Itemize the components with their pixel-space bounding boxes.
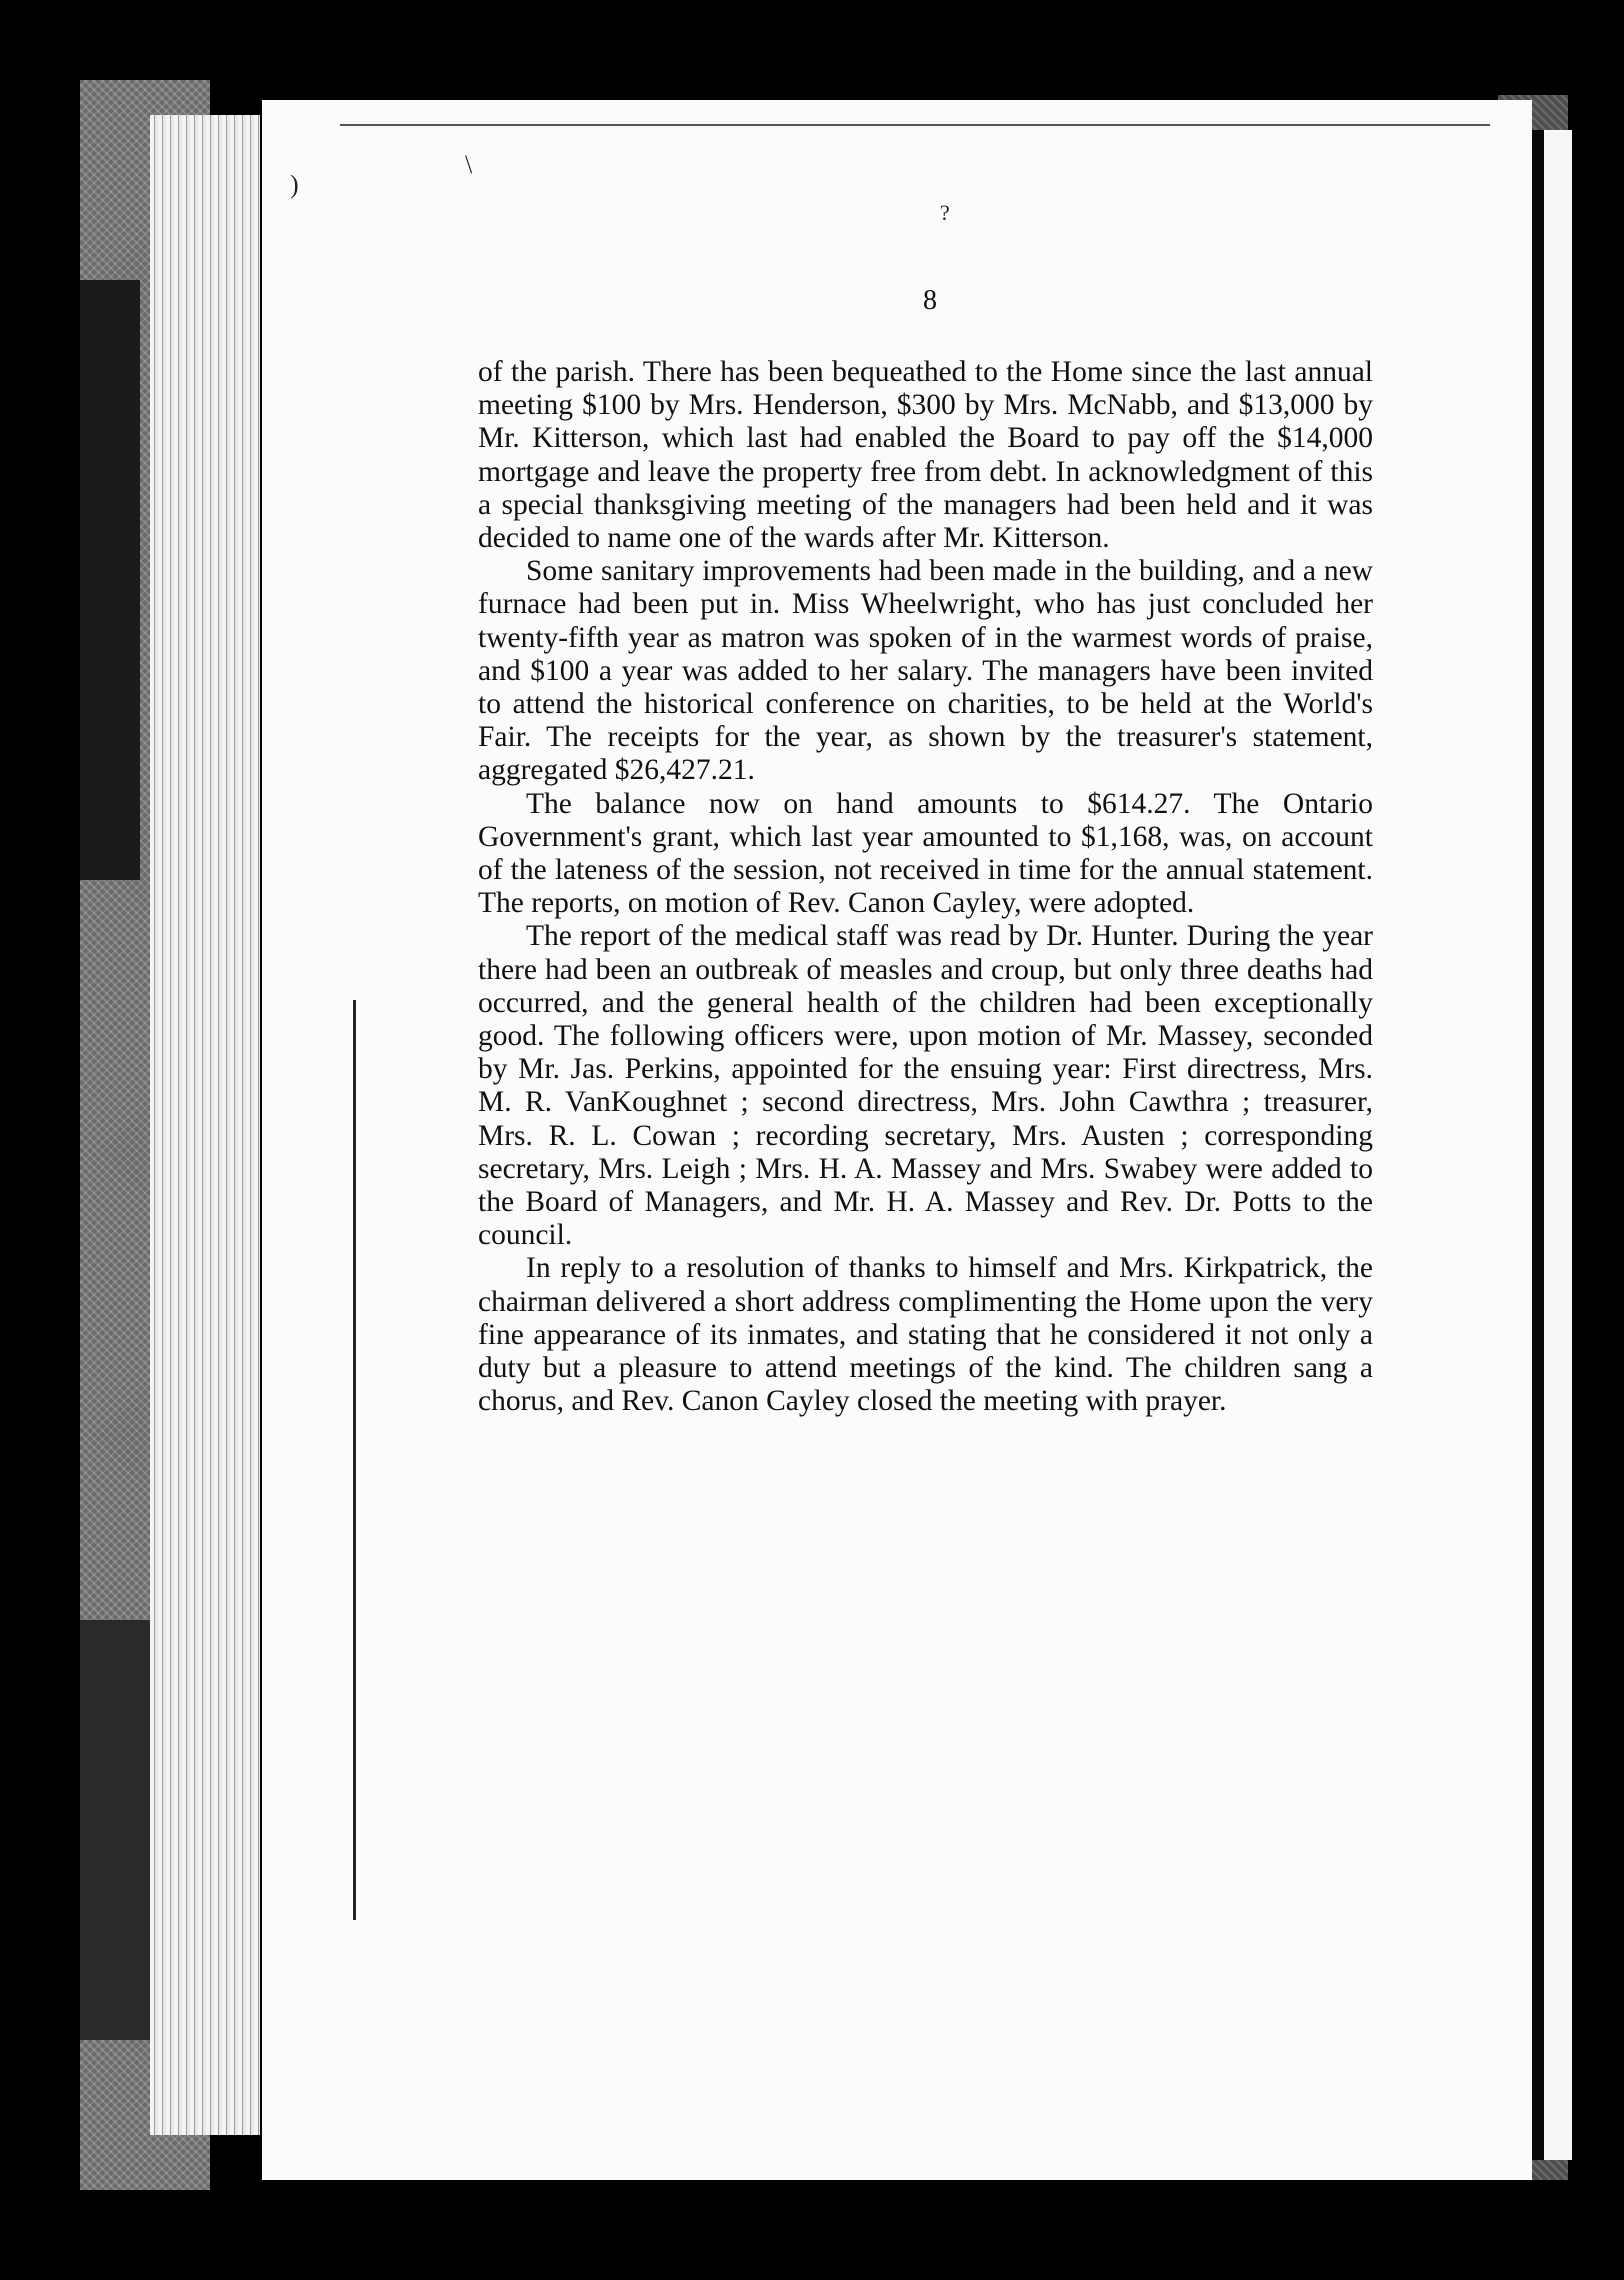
paragraph: The balance now on hand amounts to $614.27. The Ontario Government's grant, which last year amounted to $1,168, was, on account of the lateness of the session, not received in time for the annual statement. The reports, on motion of Rev. Canon Cayley, were adopted. bbox=[478, 787, 1373, 920]
page-number: 8 bbox=[923, 285, 937, 316]
page-top-edge bbox=[340, 124, 1490, 126]
page-margin-line bbox=[353, 1000, 356, 1920]
facing-page-edge bbox=[1544, 130, 1572, 2160]
body-text bbox=[478, 356, 1373, 1419]
page-edges bbox=[150, 115, 260, 2135]
scan-speck: \ bbox=[465, 150, 473, 179]
paragraph: of the parish. There has been bequeathed to the Home since the last annual meeting $100 by Mrs. Henderson, $300 by Mrs. McNabb, and $13,000 by Mr. Kitterson, which last had enabled the Board to pay off the $14,000 mortgage and leave the property free from debt. In acknowledgment of this a special thanksgiving meeting of the managers had been held and it was decided to name one of the wards after Mr. Kitterson. bbox=[478, 356, 1373, 555]
cover-shadow-upper bbox=[80, 280, 140, 880]
scan-speck: ? bbox=[940, 200, 950, 225]
cover-shadow-lower bbox=[80, 1620, 160, 2040]
paragraph: Some sanitary improvements had been made in the building, and a new furnace had been put in. Miss Wheelwright, who has just concluded her twenty-fifth year as matron was spoken of in the warmest words of praise, and $100 a year was added to her salary. The managers have been invited to attend the historical conference on charities, to be held at the World's Fair. The receipts for the year, as shown by the treasurer's statement, aggregated $26,427.21. bbox=[478, 555, 1373, 787]
scan-speck: ) bbox=[290, 170, 299, 199]
paragraph: The report of the medical staff was read by Dr. Hunter. During the year there had been an outbreak of measles and croup, but only three deaths had occurred, and the general health of the children had been exceptionally good. The following officers were, upon motion of Mr. Massey, seconded by Mr. Jas. Perkins, appointed for the ensuing year: First directress, Mrs. M. R. VanKoughnet ; second directress, Mrs. John Cawthra ; treasurer, Mrs. R. L. Cowan ; recording secretary, Mrs. Austen ; corresponding secretary, Mrs. Leigh ; Mrs. H. A. Massey and Mrs. Swabey were added to the Board of Managers, and Mr. H. A. Massey and Rev. Dr. Potts to the council. bbox=[478, 920, 1373, 1252]
paragraph: In reply to a resolution of thanks to himself and Mrs. Kirkpatrick, the chairman delivered a short address complimenting the Home upon the very fine appearance of its inmates, and stating that he considered it not only a duty but a pleasure to attend meetings of the kind. The children sang a chorus, and Rev. Canon Cayley closed the meeting with prayer. bbox=[478, 1252, 1373, 1418]
